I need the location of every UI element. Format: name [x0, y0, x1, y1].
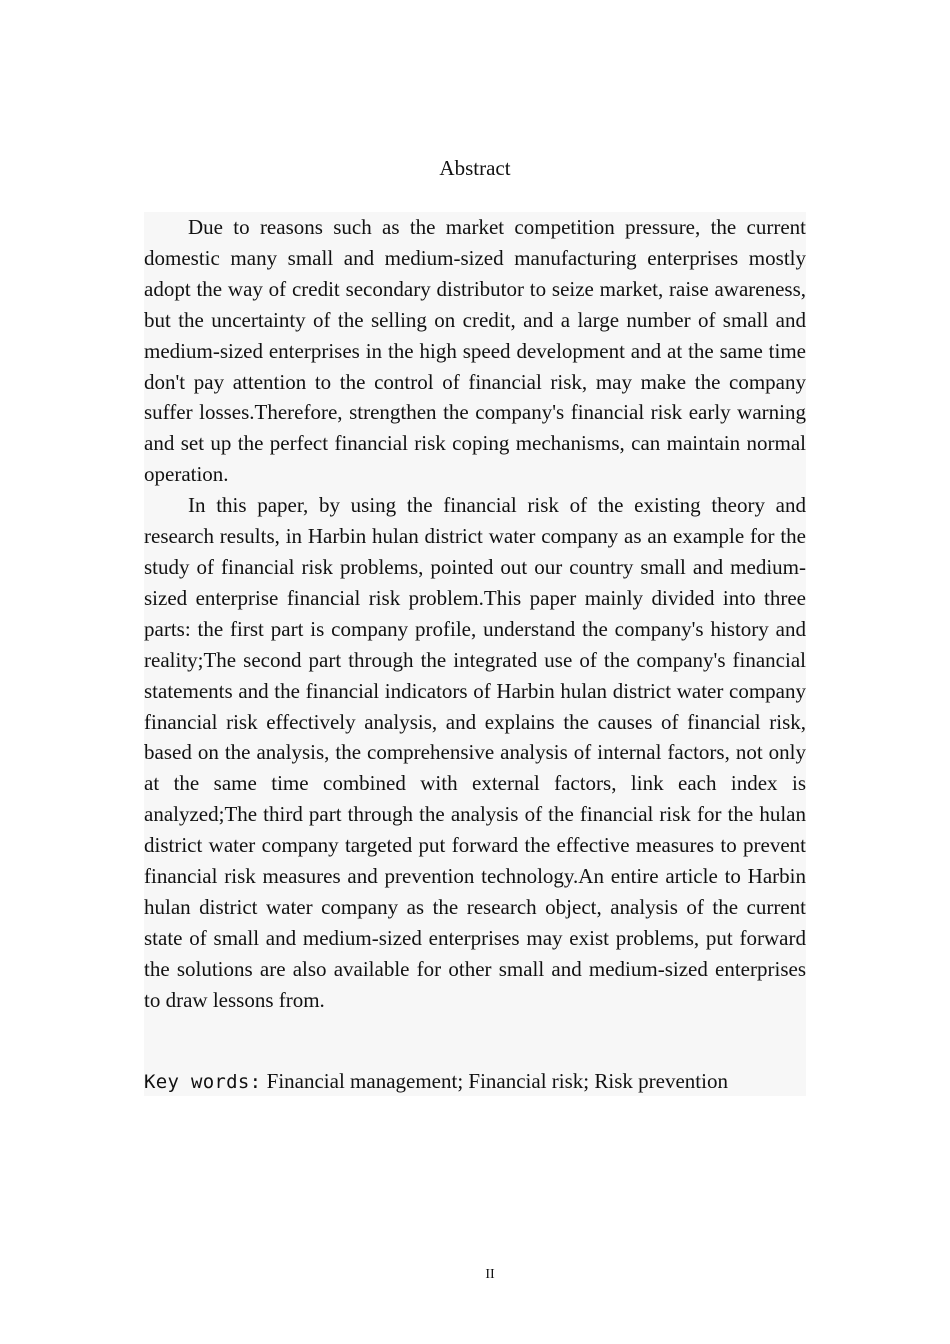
abstract-paragraph-1: Due to reasons such as the market competition pressure, the current domestic many small and medium-sized manufacturing enterprises mostly adopt the way of credit secondary distributor to seize market, raise awareness, but the uncertainty of the selling on credit, and a large number of small and medium-sized enterprises in the high speed development and at the same time don't pay attention to the control of financial risk, may make the company suffer losses.Therefore, strengthen the company's financial risk early warning and set up the perfect financial risk coping mechanisms, can maintain normal operation.	[144, 215, 806, 487]
keywords-line	[144, 1066, 806, 1097]
page-title: Abstract	[439, 156, 511, 180]
abstract-paragraph-2: In this paper, by using the financial risk of the existing theory and research results, in Harbin hulan district water company as an example for the study of financial risk problems, pointed out our country small and medium-sized enterprise financial risk problem.This paper mainly divided into three parts: the first part is company profile, understand the company's history and reality;The second part through the integrated use of the company's financial statements and the financial indicators of Harbin hulan district water company financial risk effectively analysis, and explains the causes of financial risk, based on the analysis, the comprehensive analysis of internal factors, not only at the same time combined with external factors, link each index is analyzed;The third part through the analysis of the financial risk for the hulan district water company targeted put forward the effective measures to prevent financial risk measures and prevention technology.An entire article to Harbin hulan district water company as the research object, analysis of the current state of small and medium-sized enterprises may exist problems, put forward the solutions are also available for other small and medium-sized enterprises to draw lessons from.	[144, 493, 806, 1012]
keywords-value: Financial management; Financial risk; Risk prevention	[266, 1069, 728, 1093]
abstract-body	[144, 212, 806, 1096]
keywords-label: Key words:	[144, 1071, 262, 1093]
page-number: II	[485, 1267, 495, 1282]
